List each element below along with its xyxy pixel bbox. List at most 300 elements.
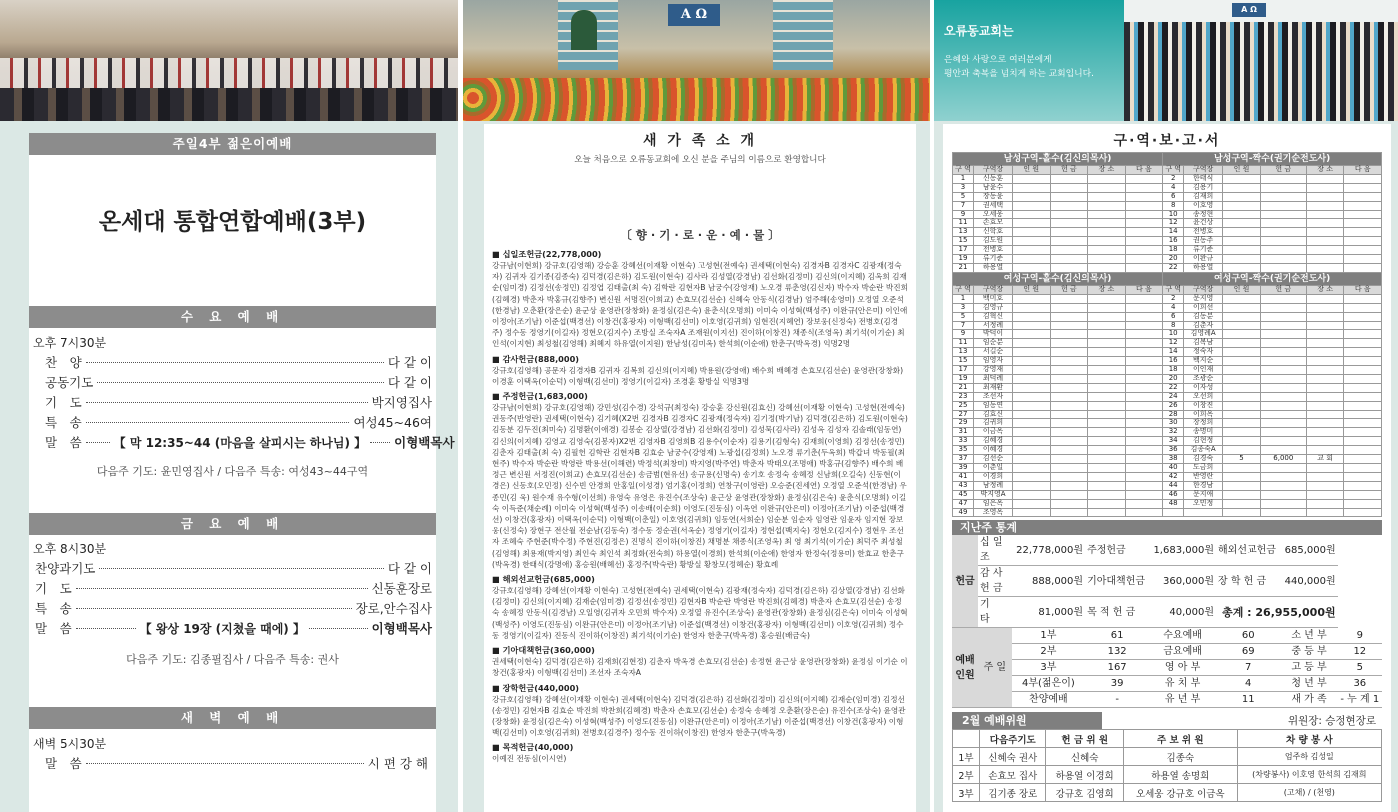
district-blank [1013, 499, 1051, 508]
district-blank [1125, 499, 1163, 508]
district-blank [1013, 210, 1051, 219]
offering-section-famine: ■ 기아대책헌금(360,000) 권세택(이현숙) 김덕경(김은하) 김재희(김현정) 김춘자 박옥경 손효모(김선순) 송정현 윤근상 윤영관(장창화) 윤정심 이기순 이창건(홍광자) 이형백(김선미) 조선자 조숙자A [492, 645, 908, 678]
stats-sunday-label: 주 일 [978, 628, 1012, 708]
district-place [1306, 255, 1344, 264]
choir-robes [0, 58, 458, 92]
district-blank [1013, 201, 1051, 210]
district-amount [1260, 183, 1306, 192]
district-col-label: 구 역 [953, 285, 974, 294]
roster-title: 2월 예배위원 [952, 712, 1102, 729]
district-blank [1125, 481, 1163, 490]
district-blank [1013, 508, 1051, 517]
roster-cell: 하용열 이경희 [1046, 766, 1123, 784]
stats-attendance-row [952, 692, 1382, 708]
district-number: 20 [1163, 374, 1184, 383]
district-leader: 문지애 [1184, 490, 1223, 499]
district-count [1223, 428, 1261, 437]
district-blank [1344, 246, 1382, 255]
district-number: 28 [1163, 410, 1184, 419]
district-blank [1088, 357, 1126, 366]
district-count [1223, 419, 1261, 428]
district-count [1223, 263, 1261, 272]
district-blank [1050, 428, 1088, 437]
district-place [1306, 499, 1344, 508]
district-amount [1260, 374, 1306, 383]
district-place [1306, 192, 1344, 201]
roster-row [953, 766, 1382, 784]
district-amount [1260, 366, 1306, 375]
district-place [1306, 237, 1344, 246]
district-blank [1344, 357, 1382, 366]
friday-order [29, 559, 436, 639]
district-blank [1050, 366, 1088, 375]
district-number: 26 [1163, 401, 1184, 410]
district-leader: 전병호 [1184, 228, 1223, 237]
district-leader: 문지영 [1184, 294, 1223, 303]
district-number: 2 [1163, 294, 1184, 303]
district-blank [1125, 312, 1163, 321]
district-blank [1013, 348, 1051, 357]
district-number: 18 [1163, 366, 1184, 375]
district-blank [1013, 392, 1051, 401]
district-leader: 한태식 [1184, 174, 1223, 183]
district-column-header [953, 166, 1382, 175]
district-leader: 이희선 [1184, 303, 1223, 312]
district-blank [1088, 419, 1126, 428]
roster-col-label: 차 량 봉 사 [1237, 730, 1381, 748]
district-leader: 송명미 [1184, 428, 1223, 437]
district-blank [1050, 348, 1088, 357]
district-blank [1125, 303, 1163, 312]
slogan-title: 오류동교회는 [944, 24, 1014, 38]
district-row [953, 348, 1382, 357]
district-number: 13 [953, 348, 974, 357]
district-place [1306, 303, 1344, 312]
district-blank [1125, 437, 1163, 446]
district-place [1306, 392, 1344, 401]
district-col-label: 구 역 [1163, 166, 1184, 175]
district-col-label: 인 원 [1013, 166, 1051, 175]
district-blank [1125, 366, 1163, 375]
district-blank [1050, 219, 1088, 228]
district-count [1223, 499, 1261, 508]
district-leader: 손효모 [974, 219, 1013, 228]
roster-cell: (고채) / (천영) [1237, 784, 1381, 802]
district-blank [1050, 374, 1088, 383]
district-amount [1260, 508, 1306, 517]
district-group-header [953, 272, 1382, 285]
district-amount [1260, 410, 1306, 419]
district-leader: 김혁신 [974, 312, 1013, 321]
district-blank [1125, 183, 1163, 192]
district-blank [1088, 219, 1126, 228]
district-leader: 임은옥 [974, 499, 1013, 508]
district-row [953, 174, 1382, 183]
offering-names: 권세택(이현숙) 김덕경(김은하) 김재희(김현정) 김춘자 박옥경 손효모(김선순) 송정현 윤근상 윤영관(장창화) 윤정심 이기순 이창건(홍광자) 이형백(김선미) 조선자 조숙자A [492, 657, 908, 678]
district-row [953, 210, 1382, 219]
district-blank [1050, 455, 1088, 464]
dawn-item-sermon: 말 씀 시 편 강 해 [45, 756, 428, 771]
district-blank [1344, 499, 1382, 508]
district-row [953, 383, 1382, 392]
stats-label: 감 사 헌 금 [978, 566, 1012, 597]
district-place [1306, 246, 1344, 255]
district-count [1223, 339, 1261, 348]
district-number: 4 [1163, 303, 1184, 312]
district-place [1306, 481, 1344, 490]
district-number: 30 [1163, 419, 1184, 428]
district-blank [1050, 508, 1088, 517]
district-number: 49 [953, 508, 974, 517]
district-blank [1344, 339, 1382, 348]
district-place [1306, 210, 1344, 219]
district-count [1223, 472, 1261, 481]
district-blank [1050, 339, 1088, 348]
district-number: 44 [1163, 481, 1184, 490]
district-blank [1125, 255, 1163, 264]
district-blank [1088, 174, 1126, 183]
district-col-label: 구역장 [1184, 285, 1223, 294]
district-row [953, 228, 1382, 237]
stats-label: 목 적 헌 금 [1085, 597, 1149, 628]
district-blank [1013, 366, 1051, 375]
roster-cell: 김종숙 [1123, 748, 1237, 766]
youth-service-header: 주일4부 젊은이예배 [29, 133, 436, 155]
district-number: 15 [953, 237, 974, 246]
district-blank [1125, 508, 1163, 517]
roster-cell: 강규호 김영희 [1046, 784, 1123, 802]
district-blank [1013, 219, 1051, 228]
fruit-baskets [463, 78, 930, 121]
district-amount [1260, 237, 1306, 246]
district-number: 16 [1163, 237, 1184, 246]
district-count [1223, 508, 1261, 517]
district-row [953, 219, 1382, 228]
district-leader: 이춘일 [974, 464, 1013, 473]
district-number [1163, 508, 1184, 517]
district-number: 9 [953, 210, 974, 219]
district-blank [1125, 357, 1163, 366]
district-count [1223, 183, 1261, 192]
wednesday-service-header: 수 요 예 배 [29, 306, 436, 328]
district-number: 8 [1163, 321, 1184, 330]
district-count [1223, 401, 1261, 410]
district-group-right: 여성구역-짝수(권기순전도사) [1163, 272, 1382, 285]
district-amount [1260, 228, 1306, 237]
district-leader: 이인재 [1184, 366, 1223, 375]
district-place [1306, 263, 1344, 272]
roster-cell: 김기종 장로 [980, 784, 1046, 802]
district-leader: 이호영 [1184, 201, 1223, 210]
district-number: 35 [953, 446, 974, 455]
district-blank [1344, 294, 1382, 303]
district-place [1306, 472, 1344, 481]
district-place [1306, 330, 1344, 339]
district-blank [1088, 383, 1126, 392]
district-place [1306, 339, 1344, 348]
district-blank [1050, 183, 1088, 192]
district-blank [1088, 330, 1126, 339]
district-blank [1013, 303, 1051, 312]
district-row [953, 499, 1382, 508]
stats-label: 1부 [1012, 628, 1085, 644]
district-blank [1013, 263, 1051, 272]
district-leader: 김혜경 [974, 437, 1013, 446]
stats-value: 1,683,000원 [1149, 535, 1216, 566]
district-leader [1184, 508, 1223, 517]
dawn-service-header: 새 벽 예 배 [29, 707, 436, 729]
district-blank [1344, 303, 1382, 312]
district-count [1223, 210, 1261, 219]
district-blank [1344, 464, 1382, 473]
district-col-label: 구 역 [1163, 285, 1184, 294]
district-blank [1125, 374, 1163, 383]
district-row [953, 455, 1382, 464]
district-blank [1088, 228, 1126, 237]
district-blank [1050, 401, 1088, 410]
district-amount [1260, 348, 1306, 357]
district-number: 14 [1163, 228, 1184, 237]
district-blank [1013, 410, 1051, 419]
district-count [1223, 374, 1261, 383]
district-row [953, 419, 1382, 428]
stats-attendance-row [952, 660, 1382, 676]
district-blank [1125, 228, 1163, 237]
slogan-line-1: 은혜와 사랑으로 여러분에게 [944, 55, 1052, 65]
district-count [1223, 366, 1261, 375]
district-row [953, 472, 1382, 481]
district-blank [1050, 210, 1088, 219]
district-amount [1260, 499, 1306, 508]
district-col-label: 장 소 [1088, 166, 1126, 175]
district-group-right: 남성구역-짝수(권기순전도사) [1163, 153, 1382, 166]
stats-label: 유 년 부 [1149, 692, 1216, 708]
report-panel [934, 121, 1398, 812]
district-row [953, 401, 1382, 410]
offering-names: 강규남(이현희) 강규호(김영해) 강승훈 강혜선(이재황 이현숙) 고성현(전예숙) 권세택(이현숙) 김경자B 김경자C 김광재(정숙자) 김귀자 김기종(김종숙) 김덕경(김은하) 김도원(이현숙) 김사라 김성열(강경남) 김선화(김정미) 김신의(이지혜) 김옥희 김재순(임미경) 김정선(송정민) 김정엽 김태출(최 숙) 김학란 김현자B 남궁수(강영재) 노오경 류춘영(김신자) 박수자 박순란 박진희(김혜경) 박춘자 박홍규(김향주) 변신원 서명진(이희교) 손효모(김선순) 신혜숙 안동식(김경남) 엄주해(송영미) 오정열 오준석(한경남) 오춘환(장은순) 윤군상 윤영관(장창화) 윤정심(김은숙) 윤춘식(오명희) 이미숙 이성혁(백성주) 이완규(안은미) 이인애 이정아(조기남) 이준섭(백경선) 이창건(홍광자) 이형백(김선미) 이호영(김귀희) 임현진(지혜연) 장보웅(신정숙) 전병호(김경주) 정수동 정영기(이길자) 정현오(김지수) 조방실 조숙자A 조재원(이지선) 진이하(이창진) 채종식(조영옥) 최기석(이기순) 최인석(이지현) 최성철(김영해) 최혜지 하유열(이지원) 한남성(김미옥) 한석희(이순애) 한춘구(박옥경) 익명2명 [492, 261, 908, 349]
district-blank [1050, 464, 1088, 473]
district-blank [1013, 255, 1051, 264]
district-leader: 조선자 [974, 392, 1013, 401]
district-leader: 전병호 [974, 246, 1013, 255]
district-blank [1013, 374, 1051, 383]
district-number: 21 [953, 383, 974, 392]
district-leader: 김경숙 [1184, 455, 1223, 464]
district-place [1306, 428, 1344, 437]
stats-label: 금요예배 [1149, 644, 1216, 660]
district-col-label: 장 소 [1088, 285, 1126, 294]
district-row [953, 464, 1382, 473]
district-blank [1344, 321, 1382, 330]
stats-label: 중 등 부 [1280, 644, 1337, 660]
district-number: 31 [953, 428, 974, 437]
district-number: 42 [1163, 472, 1184, 481]
stats-value: 81,000원 [1012, 597, 1085, 628]
district-leader: 김복남 [1184, 339, 1223, 348]
district-row [953, 201, 1382, 210]
district-place [1306, 312, 1344, 321]
district-row [953, 366, 1382, 375]
district-number: 37 [953, 455, 974, 464]
district-leader: 박덕이 [974, 330, 1013, 339]
district-col-label: 헌 금 [1050, 166, 1088, 175]
district-blank [1088, 374, 1126, 383]
district-place [1306, 357, 1344, 366]
district-blank [1125, 383, 1163, 392]
district-blank [1344, 374, 1382, 383]
district-col-label: 다 음 [1344, 285, 1382, 294]
district-blank [1013, 428, 1051, 437]
district-number: 41 [953, 472, 974, 481]
slogan-line-2: 평안과 축복을 넘치게 하는 교회입니다. [944, 69, 1094, 79]
district-col-label: 구 역 [953, 166, 974, 175]
district-blank [1344, 472, 1382, 481]
stats-value: 39 [1085, 676, 1149, 692]
district-col-label: 헌 금 [1260, 166, 1306, 175]
offering-names: 강규호(김영해) 강혜선(이재황 이현숙) 권세택(이현숙) 김덕경(김은하) 김선화(김정미) 김신의(이지혜) 김재순(임미경) 김정선(송정민) 김현자B 김효순 박진희 박찬희(김혜경) 박춘자 손효모(김선순) 송정숙 송혜정 오춘환(장은순) 유진수(조상숙) 윤영관(장창화) 윤정심(김은숙) 이성혁(백성주) 이영도(진동심) 이완규(안은미) 이정아(조기남) 이준섭(백경선) 이창건(홍광자) 이형백(김선미) 이호영(김귀희) 전병호(김경주) 정수동 진이하(이창진) 한영자 한춘구(박옥경) [492, 694, 906, 738]
district-number: 3 [953, 183, 974, 192]
stats-value: 22,778,000원 [1012, 535, 1085, 566]
district-blank [1013, 330, 1051, 339]
district-leader: 장정희 [1184, 419, 1223, 428]
district-blank [1125, 201, 1163, 210]
district-count [1223, 348, 1261, 357]
district-row [953, 410, 1382, 419]
district-place [1306, 490, 1344, 499]
district-blank [1013, 455, 1051, 464]
district-leader: 김춘자 [1184, 321, 1223, 330]
district-blank [1013, 437, 1051, 446]
district-col-label: 헌 금 [1260, 285, 1306, 294]
photo-choir [0, 0, 458, 121]
district-blank [1013, 246, 1051, 255]
district-place [1306, 201, 1344, 210]
district-blank [1050, 321, 1088, 330]
district-blank [1050, 446, 1088, 455]
district-number: 21 [953, 263, 974, 272]
stats-offering-label: 헌금 [952, 535, 978, 628]
district-number: 43 [953, 481, 974, 490]
district-leader: 이자성 [1184, 383, 1223, 392]
fri-item-prayer: 기 도 신동훈장로 [35, 581, 432, 596]
district-amount [1260, 472, 1306, 481]
district-blank [1125, 246, 1163, 255]
district-place [1306, 383, 1344, 392]
offering-section-purpose: ■ 목적헌금(40,000) 이예진 전동심(이시연) [492, 742, 908, 764]
district-col-label: 헌 금 [1050, 285, 1088, 294]
district-amount [1260, 303, 1306, 312]
district-count [1223, 228, 1261, 237]
offering-section-thanks: ■ 감사헌금(888,000) 강규호(김영해) 공문자 김경자B 김귀자 김복희 김신의(이지혜) 박용원(강영애) 배수희 배혜경 손효모(김선순) 윤영관(장창화) 이경훈 이택옥(이순덕) 이형백(김선미) 정영기(이길자) 조경훈 황방실 익명3명 [492, 354, 908, 387]
district-leader: 박지영A [974, 490, 1013, 499]
district-blank [1050, 255, 1088, 264]
district-leader: 권세택 [974, 201, 1013, 210]
district-place [1306, 508, 1344, 517]
district-blank [1050, 246, 1088, 255]
stats-label: 주정헌금 [1085, 535, 1149, 566]
district-blank [1125, 219, 1163, 228]
district-leader: 김영례A [1184, 330, 1223, 339]
district-group-header [953, 153, 1382, 166]
district-blank [1344, 201, 1382, 210]
stats-value: 69 [1216, 644, 1280, 660]
stats-offering-row [952, 597, 1382, 628]
district-row [953, 428, 1382, 437]
district-number: 40 [1163, 464, 1184, 473]
offering-names: 강규호(김영해) 공문자 김경자B 김귀자 김복희 김신의(이지혜) 박용원(강영애) 배수희 배혜경 손효모(김선순) 윤영관(장창화) 이경훈 이택옥(이순덕) 이형백(김선미) 정영기(이길자) 조경훈 황방실 익명3명 [492, 365, 904, 386]
stats-value: 685,000원 [1280, 535, 1337, 566]
district-count [1223, 219, 1261, 228]
stats-label: 해외선교헌금 [1216, 535, 1280, 566]
wed-item-sermon: 말 씀 【 막 12:35~44 (마음을 살피시는 하나님) 】 이형백목사 [45, 435, 455, 450]
roster-cell: 오세웅 강규호 이금옥 [1123, 784, 1237, 802]
district-blank [1125, 490, 1163, 499]
district-count [1223, 174, 1261, 183]
district-row [953, 330, 1382, 339]
district-number: 18 [1163, 246, 1184, 255]
district-row [953, 312, 1382, 321]
district-number: 17 [953, 366, 974, 375]
stats-value: - 누 계 1 [1338, 692, 1382, 708]
district-col-label: 인 원 [1223, 285, 1261, 294]
district-blank [1344, 348, 1382, 357]
district-blank [1050, 481, 1088, 490]
fri-item-special-song: 특 송 장로,안수집사 [35, 601, 432, 616]
district-amount [1260, 437, 1306, 446]
window-right [773, 0, 833, 70]
stats-value: 36 [1338, 676, 1382, 692]
district-number: 17 [953, 246, 974, 255]
district-amount [1260, 312, 1306, 321]
district-blank [1344, 401, 1382, 410]
district-number: 16 [1163, 357, 1184, 366]
roster-cell: 신혜숙 권사 [980, 748, 1046, 766]
district-count [1223, 246, 1261, 255]
district-blank [1125, 174, 1163, 183]
district-place [1306, 348, 1344, 357]
offering-section-scholarship: ■ 장학헌금(440,000) 강규호(김영해) 강혜선(이재황 이현숙) 권세택(이현숙) 김덕경(김은하) 김선화(김정미) 김신의(이지혜) 김재순(임미경) 김정선(송정민) 김현자B 김효순 박진희 박찬희(김혜경) 박춘자 손효모(김선순) 송정숙 송혜정 오춘환(장은순) 유진수(조상숙) 윤영관(장창화) 윤정심(김은숙) 이성혁(백성주) 이영도(진동심) 이완규(안은미) 이정아(조기남) 이준섭(백경선) 이창건(홍광자) 이형백(김선미) 이호영(김귀희) 전병호(김경주) 정수동 진이하(이창진) 한영자 한춘구(박옥경) [492, 683, 908, 739]
district-blank [1088, 210, 1126, 219]
district-blank [1013, 490, 1051, 499]
district-amount [1260, 294, 1306, 303]
district-blank [1344, 419, 1382, 428]
district-blank [1013, 446, 1051, 455]
fri-item-praise-prayer: 찬양과기도 다 같 이 [35, 561, 432, 576]
district-place [1306, 410, 1344, 419]
district-leader: 조영옥 [974, 508, 1013, 517]
stats-offering-row [952, 535, 1382, 566]
stats-value: 888,000원 [1012, 566, 1085, 597]
district-leader: 남정례 [974, 481, 1013, 490]
district-leader: 김효신 [974, 410, 1013, 419]
district-number: 1 [953, 294, 974, 303]
stats-attendance-row [952, 628, 1382, 644]
district-blank [1088, 246, 1126, 255]
stats-value: 360,000원 [1149, 566, 1216, 597]
district-amount [1260, 392, 1306, 401]
district-leader: 김귀희 [974, 419, 1013, 428]
district-row [953, 255, 1382, 264]
district-number: 27 [953, 410, 974, 419]
roster-col-label [953, 730, 980, 748]
district-place [1306, 401, 1344, 410]
roster-table [952, 729, 1382, 802]
roster-cell: 신혜숙 [1046, 748, 1123, 766]
district-leader: 반영란 [1184, 472, 1223, 481]
district-count [1223, 481, 1261, 490]
district-number: 11 [953, 219, 974, 228]
district-blank [1088, 201, 1126, 210]
